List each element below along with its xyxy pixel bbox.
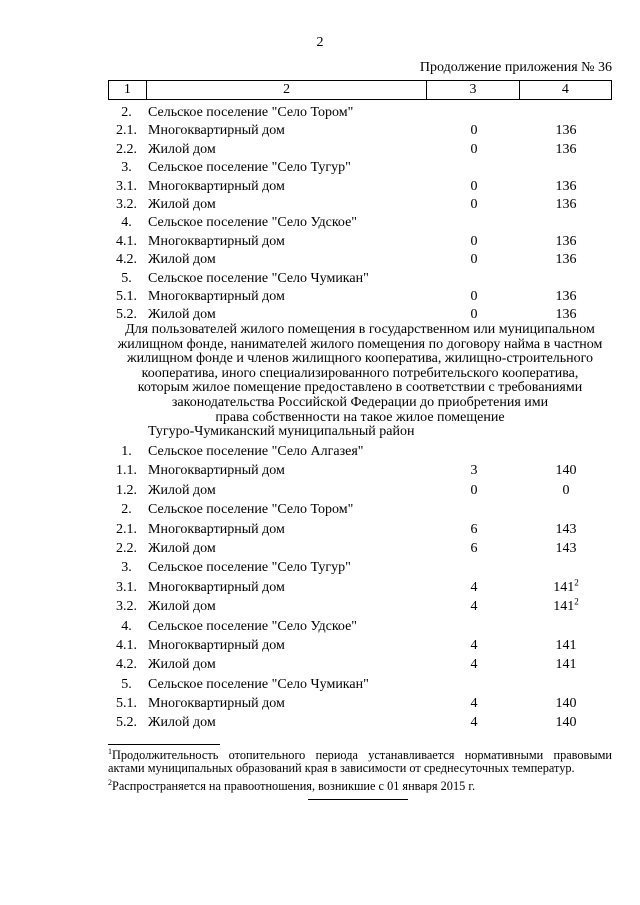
footnotes: [108, 745, 612, 793]
row-number: 2.1.: [116, 521, 137, 537]
table-row: [108, 104, 612, 122]
row-name: Жилой дом: [148, 141, 216, 157]
row-col4: $141^2$: [553, 596, 579, 615]
row-col4: 136: [555, 233, 577, 249]
row-name: Многоквартирный дом: [148, 463, 285, 479]
row-number: 5.: [121, 270, 132, 286]
heading-line: законодательства Российской Федерации до приобретения ими: [171, 394, 549, 410]
row-col4: $141^2$: [553, 577, 579, 595]
row-number: 1.: [121, 444, 132, 459]
table-row: [108, 122, 612, 140]
table-row: [108, 442, 612, 461]
row-name: Сельское поселение "Село Удское": [148, 618, 358, 634]
row-col3: 0: [470, 178, 478, 194]
row-name: Многоквартирный дом: [148, 696, 285, 712]
end-rule: [308, 799, 408, 800]
row-number: 4.1.: [116, 233, 137, 249]
row-name: Жилой дом: [148, 196, 216, 212]
table-header: [108, 80, 612, 100]
table-row: [108, 214, 612, 232]
table-row: [108, 500, 612, 519]
table-row: [108, 578, 612, 597]
row-col4: 140: [555, 696, 577, 712]
table-row: [108, 251, 612, 269]
continuation-label: Продолжение приложения № 36: [419, 60, 612, 75]
heading-line: которым жилое помещение предоставлено в соответствии с требованиями: [137, 380, 583, 396]
row-col3: 6: [470, 521, 478, 537]
row-number: 4.2.: [116, 252, 137, 268]
row-name: Многоквартирный дом: [148, 233, 285, 249]
row-col4: 136: [555, 141, 577, 157]
table-row: [108, 141, 612, 159]
row-name: Сельское поселение "Село Алгазея": [148, 444, 364, 459]
table-row: [108, 694, 612, 713]
row-col3: 4: [470, 637, 478, 653]
footnote-mark: 2: [108, 777, 112, 787]
row-col4: 136: [555, 123, 577, 139]
row-col4: 140: [555, 715, 577, 731]
row-name: Жилой дом: [148, 715, 216, 731]
row-number: 5.2.: [116, 715, 137, 731]
row-number: 2.: [121, 105, 132, 120]
row-name: Сельское поселение "Село Чумикан": [148, 270, 369, 286]
row-number: 1.2.: [116, 482, 137, 498]
table-row: [108, 558, 612, 577]
row-col4: 141: [555, 657, 577, 673]
row-col3: 0: [470, 196, 478, 212]
row-col4: 136: [555, 252, 577, 268]
row-col4: 136: [555, 307, 577, 323]
row-name: Многоквартирный дом: [148, 178, 285, 194]
table-row: [108, 461, 612, 480]
row-name: Сельское поселение "Село Тором": [148, 105, 354, 120]
row-col3: 0: [470, 482, 478, 498]
row-number: 5.: [121, 676, 132, 692]
row-col3: 0: [470, 307, 478, 323]
table-body-bottom: [108, 442, 612, 733]
row-name: Жилой дом: [148, 482, 216, 498]
row-col4: 143: [555, 540, 577, 556]
district-heading: Тугуро-Чумиканский муниципальный район: [148, 424, 415, 439]
row-number: 5.1.: [116, 288, 137, 304]
row-number: 3.1.: [116, 178, 137, 194]
row-name: Сельское поселение "Село Тором": [148, 502, 354, 518]
row-col3: 4: [470, 579, 478, 595]
row-col3: 4: [470, 715, 478, 731]
table-row: [108, 233, 612, 251]
table-row: [108, 159, 612, 177]
row-col4: 141: [555, 637, 577, 653]
table-row: [108, 481, 612, 500]
row-col3: 4: [470, 696, 478, 712]
table-row: [108, 288, 612, 306]
footnote: [108, 745, 612, 776]
header-col-1: 1: [109, 81, 147, 100]
row-name: Многоквартирный дом: [148, 579, 285, 595]
table-row: [108, 713, 612, 732]
table-row: [108, 520, 612, 539]
row-col3: 0: [470, 123, 478, 139]
table-row: [108, 655, 612, 674]
row-number: 3.2.: [116, 599, 137, 615]
header-col-3: 3: [427, 81, 519, 100]
table-row: [108, 539, 612, 558]
row-number: 2.1.: [116, 123, 137, 139]
row-name: Жилой дом: [148, 307, 216, 323]
row-col4: 136: [555, 288, 577, 304]
row-name: Жилой дом: [148, 599, 216, 615]
page-number: 2: [316, 35, 324, 50]
row-number: 2.2.: [116, 141, 137, 157]
row-col4: 136: [555, 178, 577, 194]
row-name: Сельское поселение "Село Удское": [148, 215, 358, 231]
row-number: 5.2.: [116, 307, 137, 323]
row-col3: 3: [470, 463, 478, 479]
row-col3: 6: [470, 540, 478, 556]
row-col3: 0: [470, 288, 478, 304]
row-number: 3.1.: [116, 579, 137, 595]
footnote-text: Продолжительность отопительного периода устанавливается нормативными правовыми актами муниципальных образований края в зависимости от среднесуточных температур.: [108, 748, 612, 776]
table-row: [108, 617, 612, 636]
row-name: Многоквартирный дом: [148, 288, 285, 304]
heading-line: жилищном фонде, нанимателей жилого помещения по договору найма в частном: [117, 336, 603, 352]
row-col4: 143: [555, 521, 577, 537]
heading-line: Для пользователей жилого помещения в государственном или муниципальном: [125, 322, 595, 337]
row-number: 1.1.: [116, 463, 137, 479]
row-name: Жилой дом: [148, 540, 216, 556]
row-col3: 0: [470, 252, 478, 268]
table-row: [108, 196, 612, 214]
footnote-mark: 1: [108, 747, 112, 756]
row-number: 4.: [121, 215, 132, 231]
footnote-text: Распространяется на правоотношения, возникшие с 01 января 2015 г.: [112, 778, 476, 793]
heading-line: кооператива, иного специализированного потребительского кооператива,: [141, 365, 579, 381]
footnote-mark: 2: [574, 577, 579, 588]
section-heading: [108, 323, 612, 425]
row-name: Многоквартирный дом: [148, 521, 285, 537]
row-number: 4.: [121, 618, 132, 634]
row-name: Сельское поселение "Село Чумикан": [148, 676, 369, 692]
row-name: Многоквартирный дом: [148, 637, 285, 653]
heading-line: жилищном фонде и членов жилищного кооператива, жилищно-строительного: [126, 351, 594, 367]
row-number: 4.1.: [116, 637, 137, 653]
row-number: 3.2.: [116, 196, 137, 212]
header-col-2: 2: [146, 81, 427, 100]
row-col3: 0: [470, 141, 478, 157]
row-name: Многоквартирный дом: [148, 123, 285, 139]
row-col3: 4: [470, 657, 478, 673]
row-name: Жилой дом: [148, 252, 216, 268]
row-number: 2.: [121, 502, 132, 518]
table-row: [108, 270, 612, 288]
row-number: 3.: [121, 160, 132, 176]
row-name: Жилой дом: [148, 657, 216, 673]
row-number: 5.1.: [116, 696, 137, 712]
row-col4: 136: [555, 196, 577, 212]
row-number: 4.2.: [116, 657, 137, 673]
heading-line: права собственности на такое жилое помещение: [215, 409, 505, 425]
footnote: [108, 776, 612, 793]
row-name: Сельское поселение "Село Тугур": [148, 160, 351, 176]
row-number: 2.2.: [116, 540, 137, 556]
row-name: Сельское поселение "Село Тугур": [148, 560, 351, 576]
footnote-mark: 2: [574, 596, 579, 607]
row-col3: 4: [470, 599, 478, 615]
table-row: [108, 597, 612, 616]
table-row: [108, 636, 612, 655]
table-body-top: [108, 104, 612, 325]
row-col4: 140: [555, 463, 577, 479]
row-number: 3.: [121, 560, 132, 576]
row-col4: 0: [562, 482, 570, 498]
table-row: [108, 675, 612, 694]
row-col3: 0: [470, 233, 478, 249]
header-col-4: 4: [519, 81, 611, 100]
table-row: [108, 178, 612, 196]
